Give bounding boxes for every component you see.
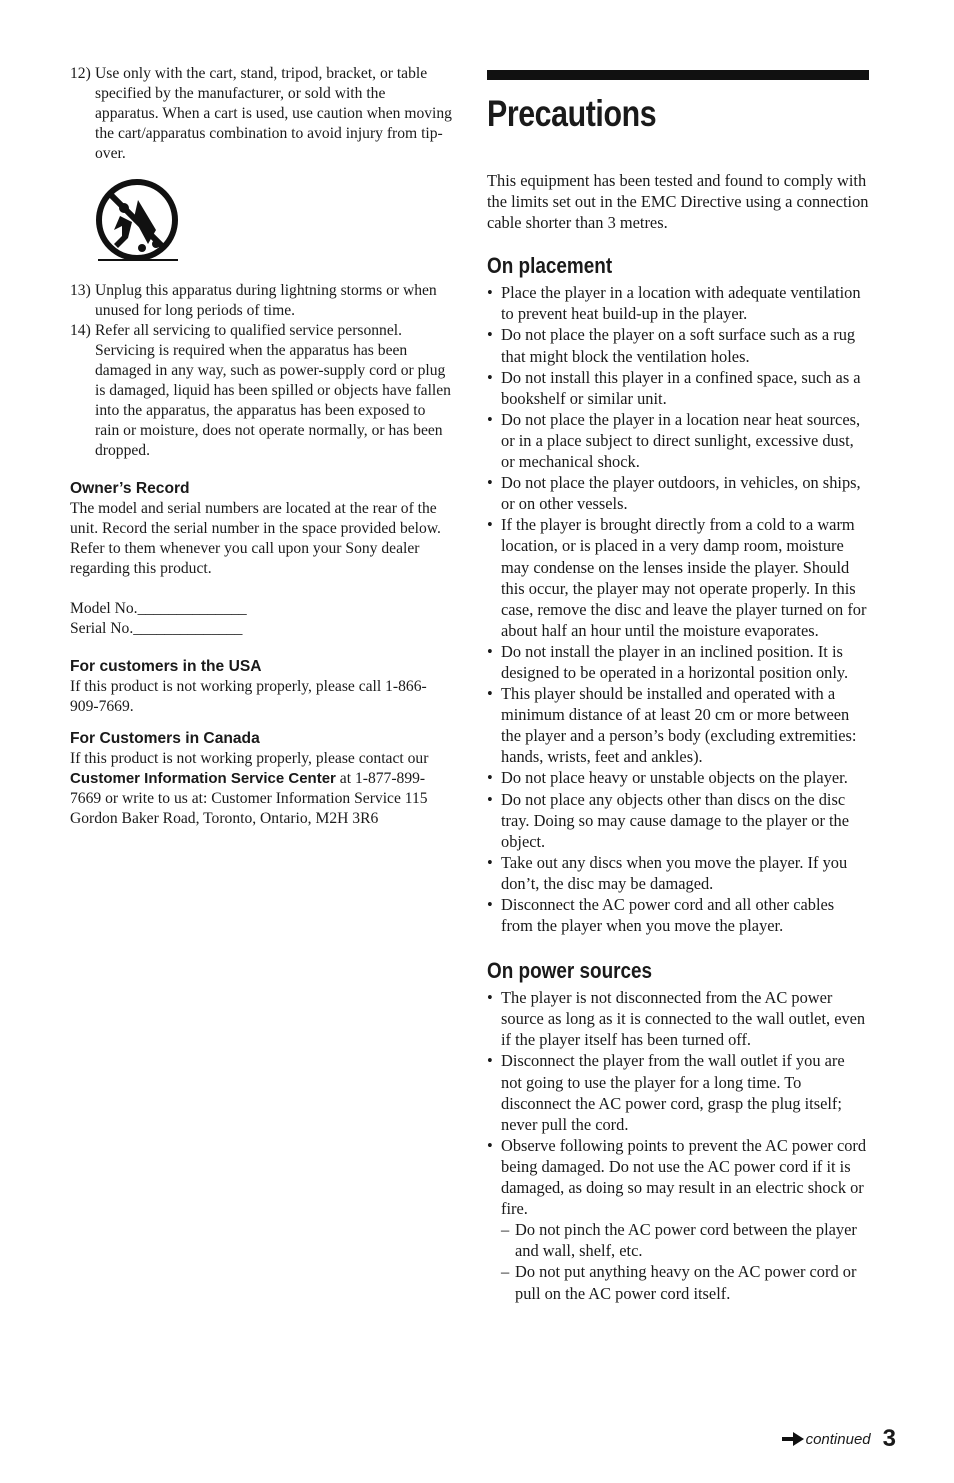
safety-item-13 <box>70 281 452 321</box>
list-item: • The player is not disconnected from the AC power source as long as it is connected to the wall outlet, even if the player itself has been turned off. <box>487 988 866 1050</box>
cart-tip-over-warning-icon <box>94 178 182 264</box>
continued-label: continued <box>805 1430 871 1448</box>
bullet: • <box>487 789 493 809</box>
right-column <box>487 70 869 1304</box>
list-item: • Do not place heavy or unstable objects on the player. <box>487 768 848 788</box>
power-heading: On power sources <box>487 958 653 984</box>
bullet: • <box>487 1135 493 1155</box>
bullet: • <box>487 988 493 1008</box>
item-number: 13) <box>70 282 91 299</box>
power-list <box>487 987 869 1219</box>
bullet: • <box>487 1051 493 1071</box>
page-number: 3 <box>882 1425 896 1452</box>
bullet: • <box>487 515 493 535</box>
dash: – <box>501 1220 510 1240</box>
item-number: 14) <box>70 322 91 339</box>
page-footer <box>782 1425 896 1453</box>
bullet: • <box>487 367 493 387</box>
sub-list-item: – Do not pinch the AC power cord between the player and wall, shelf, etc. <box>501 1220 857 1261</box>
list-item: • Observe following points to prevent the AC power cord being damaged. Do not use the AC power cord if it is damaged, as doing so may result in an electric shock or fire. <box>487 1135 867 1219</box>
owners-record-text: The model and serial numbers are located at the rear of the unit. Record the serial number in the space provided below. Refer to them whenever you call upon your Sony dealer regarding this product. <box>70 500 441 577</box>
bullet: • <box>487 325 493 345</box>
intro-text: This equipment has been tested and found to comply with the limits set out in the EMC Directive using a connection cable shorter than 3 metres. <box>487 171 869 233</box>
safety-item-14 <box>70 321 452 461</box>
arrow-right-icon <box>782 1432 804 1446</box>
item-text: Use only with the cart, stand, tripod, bracket, or table specified by the manufacturer, or sold with the apparatus. When a cart is used, use caution when moving the cart/apparatus combination to avoid injury from tip-over. <box>95 65 452 162</box>
list-item: • Disconnect the AC power cord and all other cables from the player when you move the player. <box>487 895 835 936</box>
bullet: • <box>487 409 493 429</box>
bullet: • <box>487 684 493 704</box>
safety-item-12 <box>70 64 452 164</box>
item-text: Refer all servicing to qualified service personnel. Servicing is required when the apparatus has been damaged in any way, such as power-supply cord or plug is damaged, liquid has been spilled or objects have fallen into the apparatus, the apparatus has been exposed to rain or moisture, does not operate normally, or has been dropped. <box>95 322 451 459</box>
item-number: 12) <box>70 65 91 82</box>
list-item: • If the player is brought directly from a cold to a warm location, or is placed in a very damp room, moisture may condense on the lenses inside the player. Should this occur, the player may not operate properly. In this case, remove the disc and leave the player turned on for about half an hour until the moisture evaporates. <box>487 515 867 640</box>
bullet: • <box>487 895 493 914</box>
list-item: • Take out any discs when you move the player. If you don’t, the disc may be damaged. <box>487 852 848 893</box>
list-item: • Do not install the player in an inclined position. It is designed to be operated in a horizontal position only. <box>487 641 849 682</box>
usa-heading: For customers in the USA <box>70 658 262 675</box>
canada-text-before: If this product is not working properly, please contact our <box>70 750 429 767</box>
title-rule <box>487 70 869 80</box>
sub-list-item: – Do not put anything heavy on the AC power cord or pull on the AC power cord itself. <box>501 1262 857 1303</box>
placement-list <box>487 282 869 936</box>
dash: – <box>501 1262 510 1282</box>
item-text: Unplug this apparatus during lightning storms or when unused for long periods of time. <box>95 282 437 319</box>
left-column <box>70 64 452 829</box>
canada-text-after: at 1-877-899-7669 or write to us at: Customer Information Service 115 Gordon Baker Road, Toronto, Ontario, M2H 3R6 <box>70 770 428 827</box>
list-item: • Do not place the player outdoors, in vehicles, on ships, or on other vessels. <box>487 473 861 514</box>
list-item: • This player should be installed and operated with a minimum distance of at least 20 cm or more between the player and a person’s body (excluding extremities: hands, wrists, feet and ankles). <box>487 684 857 767</box>
bullet: • <box>487 473 493 493</box>
bullet: • <box>487 641 493 661</box>
canada-heading: For Customers in Canada <box>70 730 260 747</box>
list-item: • Do not place any objects other than discs on the disc tray. Doing so may cause damage to the player or the object. <box>487 789 850 851</box>
bullet: • <box>487 768 493 788</box>
owners-record-heading: Owner’s Record <box>70 480 190 497</box>
page-title: Precautions <box>487 93 657 134</box>
list-item: • Do not place the player in a location near heat sources, or in a place subject to direct sunlight, excessive dust, or mechanical shock. <box>487 409 861 472</box>
canada-text <box>70 749 452 829</box>
list-item: • Do not install this player in a confined space, such as a bookshelf or similar unit. <box>487 367 861 408</box>
list-item: • Place the player in a location with adequate ventilation to prevent heat build-up in the player. <box>487 283 861 324</box>
serial-number-line: Serial No.______________ <box>70 620 243 637</box>
model-number-line: Model No.______________ <box>70 600 247 617</box>
power-sublist <box>487 1219 869 1303</box>
customer-info-center: Customer Information Service Center <box>70 770 336 787</box>
placement-heading: On placement <box>487 253 613 279</box>
list-item: • Do not place the player on a soft surface such as a rug that might block the ventilation holes. <box>487 325 856 366</box>
bullet: • <box>487 852 493 872</box>
usa-text: If this product is not working properly, please call 1-866-909-7669. <box>70 678 427 715</box>
list-item: • Disconnect the player from the wall outlet if you are not going to use the player for a long time. To disconnect the AC power cord, grasp the plug itself; never pull the cord. <box>487 1051 845 1134</box>
bullet: • <box>487 283 493 303</box>
